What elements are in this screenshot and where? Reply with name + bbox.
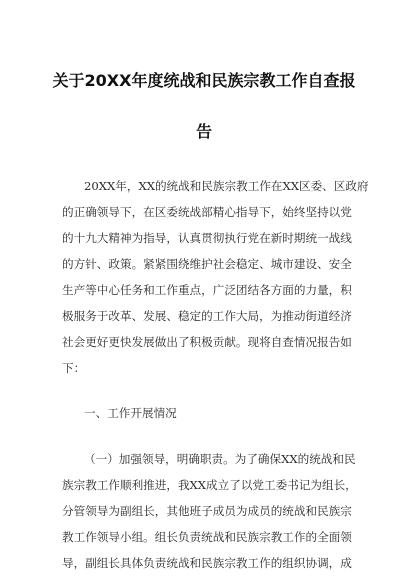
paragraph-line: 极服务于改革、发展、稳定的工作大局，为推动街道经济	[62, 309, 352, 323]
paragraph-line: （一）加强领导，明确职责。为了确保XX的统战和民	[84, 452, 356, 466]
document-title-line-1: 关于20XX年度统战和民族宗教工作自查报	[52, 71, 356, 90]
paragraph-line: 的正确领导下，在区委统战部精心指导下，始终坚持以党	[62, 205, 352, 219]
paragraph-line: 社会更好更快发展做出了积极贡献。现将自查情况报告如	[62, 335, 352, 349]
paragraph-line: 分管领导为副组长，其他班子成员为成员的统战和民族宗	[62, 504, 352, 518]
document-title-line-2: 告	[195, 122, 212, 141]
paragraph-line: 生产等中心任务和工作重点，广泛团结各方面的力量，积	[62, 283, 352, 297]
paragraph-line: 教工作领导小组。组长负责统战和民族宗教工作的全面领	[62, 530, 352, 544]
paragraph-line: 导，副组长具体负责统战和民族宗教工作的组织协调，成	[62, 556, 352, 570]
paragraph-line: 下：	[62, 361, 86, 375]
paragraph-line: 的方针、政策。紧紧围绕维护社会稳定、城市建设、安全	[62, 257, 352, 271]
paragraph-line: 20XX年，XX的统战和民族宗教工作在XX区委、区政府	[84, 179, 369, 193]
paragraph-line: 的十九大精神为指导，认真贯彻执行党在新时期统一战线	[62, 231, 352, 245]
paragraph-line: 族宗教工作顺利推进，我XX成立了以党工委书记为组长，	[62, 478, 357, 492]
section-heading: 一、工作开展情况	[84, 406, 177, 420]
